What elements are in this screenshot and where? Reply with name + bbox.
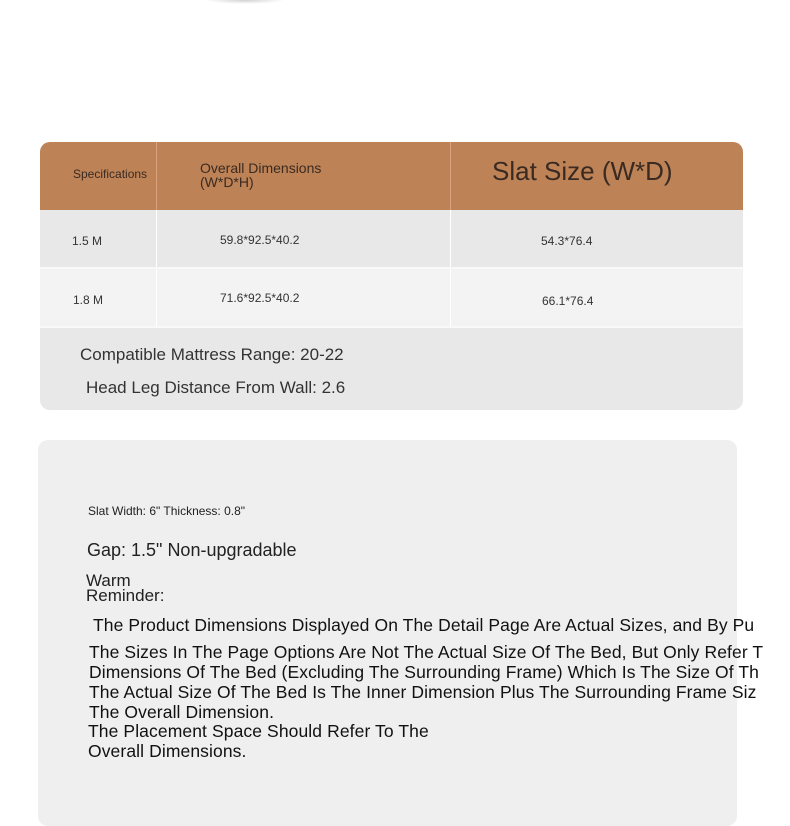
paragraph-page-options <box>89 642 763 722</box>
table-row <box>40 210 743 267</box>
row-spec: 1.5 M <box>72 234 103 248</box>
warm-line1: Warm <box>86 571 131 590</box>
paragraph-actual-sizes: The Product Dimensions Displayed On The Detail Page Are Actual Sizes, and By Pu <box>93 615 755 635</box>
row-spec: 1.8 M <box>73 293 104 307</box>
gap-text: Gap: 1.5" Non-upgradable <box>87 540 297 560</box>
row-slat: 54.3*76.4 <box>541 234 593 248</box>
slat-width-text: Slat Width: 6" Thickness: 0.8" <box>88 504 246 518</box>
cell-divider <box>450 210 451 267</box>
para2-line3: The Actual Size Of The Bed Is The Inner Dimension Plus The Surrounding Frame Siz <box>89 682 757 702</box>
row-slat: 66.1*76.4 <box>542 294 594 308</box>
header-divider <box>450 142 451 210</box>
product-image-shadow <box>205 0 285 4</box>
header-specifications: Specifications <box>73 167 148 181</box>
row-separator <box>40 326 743 328</box>
warm-line2: Reminder: <box>86 586 165 605</box>
cell-divider <box>156 210 157 267</box>
paragraph-placement-space <box>88 721 429 761</box>
header-divider <box>156 142 157 210</box>
header-overall-line1: Overall Dimensions <box>200 160 322 176</box>
header-slat-size: Slat Size (W*D) <box>492 156 673 186</box>
row-overall: 59.8*92.5*40.2 <box>220 233 300 247</box>
header-overall-line2: (W*D*H) <box>200 174 254 190</box>
table-row <box>40 269 743 326</box>
header-overall-dimensions <box>200 161 360 189</box>
cell-divider <box>156 269 157 326</box>
para2-line2: Dimensions Of The Bed (Excluding The Surrounding Frame) Which Is The Size Of Th <box>89 662 759 682</box>
row-overall: 71.6*92.5*40.2 <box>220 291 300 305</box>
mattress-range-note: Compatible Mattress Range: 20-22 <box>80 345 344 364</box>
para2-line4: The Overall Dimension. <box>89 702 275 722</box>
table-header <box>40 142 743 210</box>
para3-line1: The Placement Space Should Refer To The <box>88 721 429 741</box>
para3-line2: Overall Dimensions. <box>88 741 247 761</box>
warm-reminder-heading <box>86 573 206 603</box>
para2-line1: The Sizes In The Page Options Are Not The Actual Size Of The Bed, But Only Refer T <box>89 642 764 662</box>
head-leg-distance-note: Head Leg Distance From Wall: 2.6 <box>86 378 346 397</box>
warm-reminder-card <box>38 440 764 826</box>
cell-divider <box>450 269 451 326</box>
spec-table <box>40 142 743 410</box>
